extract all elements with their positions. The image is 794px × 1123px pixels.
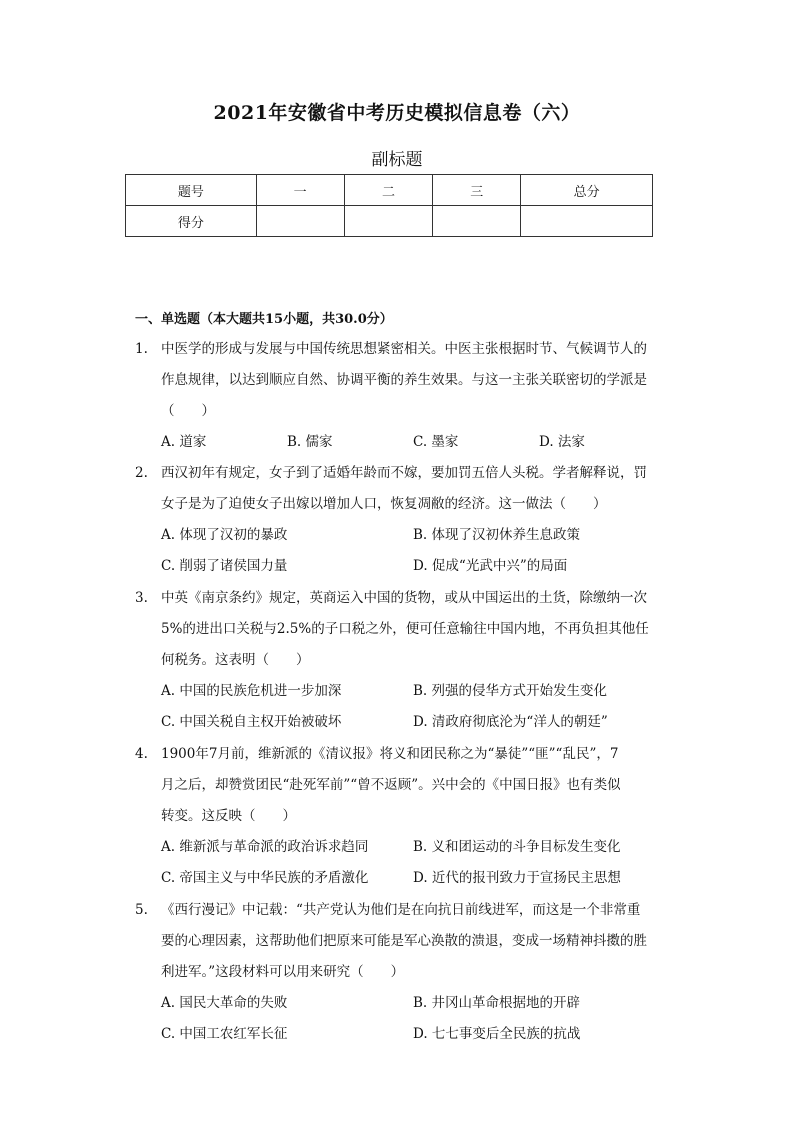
question-stem-line: 利进军。”这段材料可以用来研究（ ） bbox=[161, 964, 405, 980]
option-b[interactable]: B. 儒家 bbox=[287, 434, 333, 450]
option-a[interactable]: A. 道家 bbox=[161, 434, 207, 450]
score-table-header-cell: 二 bbox=[344, 175, 433, 206]
question-stem bbox=[161, 334, 665, 427]
question-stem-line: 何税务。这表明（ ） bbox=[161, 652, 310, 668]
question-stem-line: 要的心理因素，这帮助他们把原来可能是军心涣散的溃退，变成一场精神抖擞的胜 bbox=[161, 933, 647, 949]
options-row bbox=[161, 1019, 665, 1050]
score-table-row-label: 得分 bbox=[126, 206, 257, 237]
page-subtitle: 副标题 bbox=[371, 150, 423, 170]
question-2 bbox=[135, 458, 665, 582]
score-table-header-cell: 总分 bbox=[521, 175, 653, 206]
option-a[interactable]: A. 中国的民族危机进一步加深 bbox=[161, 683, 342, 699]
question-stem-line: 中英《南京条约》规定，英商运入中国的货物，或从中国运出的土货，除缴纳一次 bbox=[161, 590, 647, 606]
options-row bbox=[161, 427, 665, 458]
question-stem bbox=[161, 739, 665, 832]
option-d[interactable]: D. 法家 bbox=[539, 434, 585, 450]
score-table-header-cell: 题号 bbox=[126, 175, 257, 206]
question-stem bbox=[161, 458, 665, 520]
option-a[interactable]: A. 国民大革命的失败 bbox=[161, 995, 288, 1011]
options-row bbox=[161, 520, 665, 551]
score-cell[interactable] bbox=[344, 206, 433, 237]
option-d[interactable]: D. 促成“光武中兴”的局面 bbox=[413, 558, 568, 574]
score-cell[interactable] bbox=[256, 206, 344, 237]
score-table-header-row bbox=[126, 175, 653, 206]
score-cell[interactable] bbox=[521, 206, 653, 237]
score-table bbox=[125, 174, 653, 237]
option-b[interactable]: B. 井冈山革命根据地的开辟 bbox=[413, 995, 581, 1011]
options-row bbox=[161, 832, 665, 863]
question-number: 2. bbox=[135, 465, 148, 481]
question-stem bbox=[161, 583, 665, 676]
page-title: 2021年安徽省中考历史模拟信息卷（六） bbox=[213, 102, 581, 124]
option-d[interactable]: D. 近代的报刊致力于宣扬民主思想 bbox=[413, 870, 621, 886]
option-a[interactable]: A. 维新派与革命派的政治诉求趋同 bbox=[161, 839, 369, 855]
question-number: 4. bbox=[135, 746, 148, 762]
option-c[interactable]: C. 中国关税自主权开始被破坏 bbox=[161, 714, 342, 730]
option-c[interactable]: C. 墨家 bbox=[413, 434, 459, 450]
option-d[interactable]: D. 七七事变后全民族的抗战 bbox=[413, 1026, 581, 1042]
question-stem-line: （ ） bbox=[161, 403, 215, 419]
question-3 bbox=[135, 583, 665, 738]
options-row bbox=[161, 988, 665, 1019]
question-stem-line: 转变。这反映（ ） bbox=[161, 808, 296, 824]
score-table-score-row bbox=[126, 206, 653, 237]
question-stem-line: 《西行漫记》中记载：“共产党认为他们是在向抗日前线进军，而这是一个非常重 bbox=[161, 902, 641, 918]
question-number: 5. bbox=[135, 902, 148, 918]
option-d[interactable]: D. 清政府彻底沦为“洋人的朝廷” bbox=[413, 714, 608, 730]
options-row bbox=[161, 863, 665, 894]
option-b[interactable]: B. 体现了汉初休养生息政策 bbox=[413, 527, 581, 543]
question-stem-line: 西汉初年有规定，女子到了适婚年龄而不嫁，要加罚五倍人头税。学者解释说，罚 bbox=[161, 465, 647, 481]
option-a[interactable]: A. 体现了汉初的暴政 bbox=[161, 527, 288, 543]
question-number: 3. bbox=[135, 590, 148, 606]
score-cell[interactable] bbox=[433, 206, 521, 237]
option-c[interactable]: C. 中国工农红军长征 bbox=[161, 1026, 288, 1042]
question-stem-line: 月之后，却赞赏团民“赴死军前”“曾不返顾”。兴中会的《中国日报》也有类似 bbox=[161, 777, 621, 793]
question-5 bbox=[135, 895, 665, 1050]
question-stem bbox=[161, 895, 665, 988]
question-stem-line: 5%的进出口关税与2.5%的子口税之外，便可任意输往中国内地，不再负担其他任 bbox=[161, 621, 649, 637]
options-row bbox=[161, 551, 665, 582]
question-1 bbox=[135, 334, 665, 458]
option-b[interactable]: B. 列强的侵华方式开始发生变化 bbox=[413, 683, 608, 699]
section-heading: 一、单选题（本大题共15小题，共30.0分） bbox=[135, 312, 393, 327]
option-b[interactable]: B. 义和团运动的斗争目标发生变化 bbox=[413, 839, 621, 855]
question-stem-line: 女子是为了迫使女子出嫁以增加人口，恢复凋敝的经济。这一做法（ ） bbox=[161, 496, 607, 512]
options-row bbox=[161, 676, 665, 707]
score-table-header-cell: 一 bbox=[256, 175, 344, 206]
options-row bbox=[161, 707, 665, 738]
question-number: 1. bbox=[135, 341, 148, 357]
question-stem-line: 1900年7月前，维新派的《清议报》将义和团民称之为“暴徒”“匪”“乱民”，7 bbox=[161, 746, 619, 762]
score-table-header-cell: 三 bbox=[433, 175, 521, 206]
question-stem-line: 作息规律，以达到顺应自然、协调平衡的养生效果。与这一主张关联密切的学派是 bbox=[161, 372, 647, 388]
option-c[interactable]: C. 帝国主义与中华民族的矛盾激化 bbox=[161, 870, 369, 886]
option-c[interactable]: C. 削弱了诸侯国力量 bbox=[161, 558, 288, 574]
question-stem-line: 中医学的形成与发展与中国传统思想紧密相关。中医主张根据时节、气候调节人的 bbox=[161, 341, 647, 357]
question-4 bbox=[135, 739, 665, 894]
